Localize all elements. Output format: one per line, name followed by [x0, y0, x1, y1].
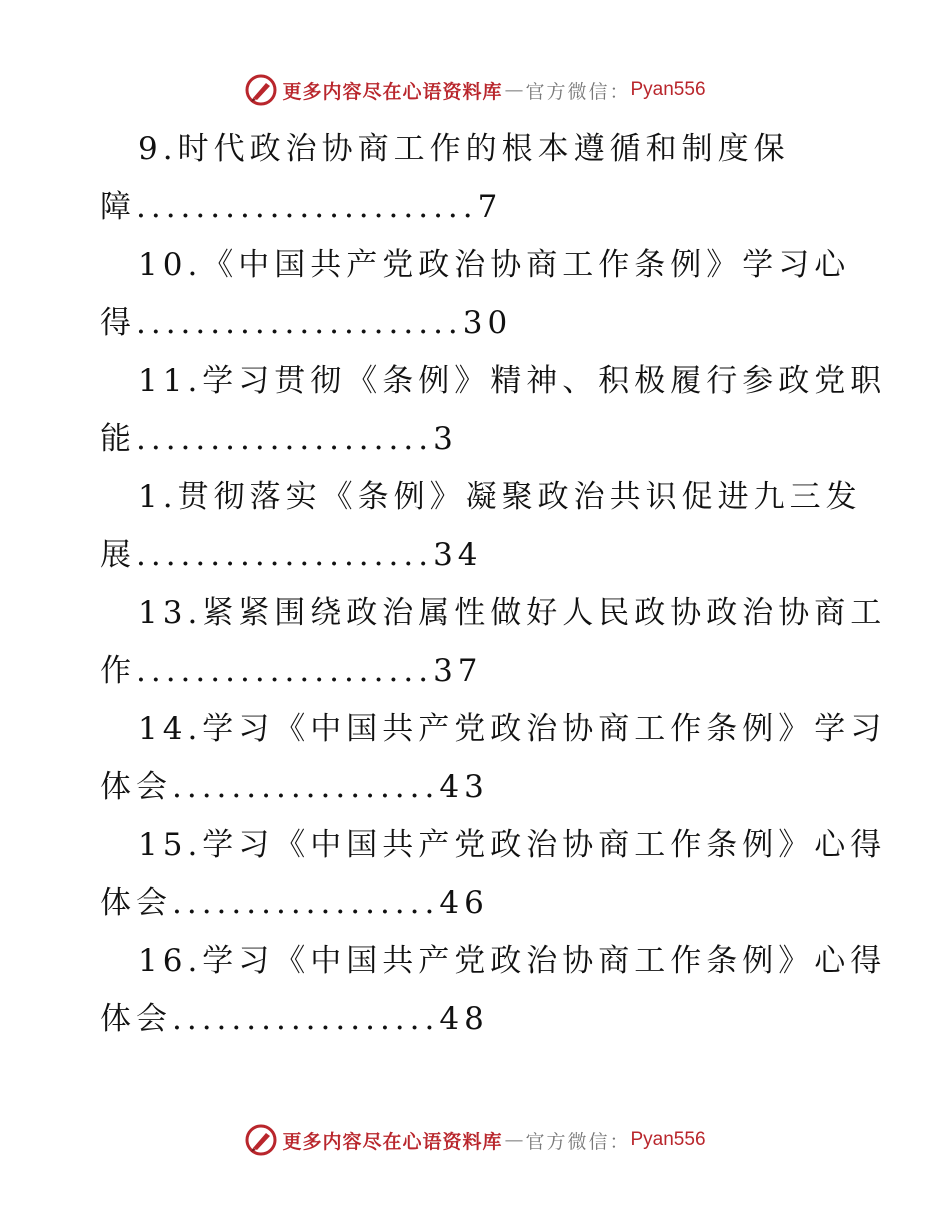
toc-entry[interactable]: [100, 932, 887, 1048]
toc-entry-page: 体会..................43: [100, 769, 489, 805]
toc-entry-page: 作....................37: [100, 653, 483, 689]
toc-entry-page: 障.......................7: [100, 189, 503, 225]
toc-entry-page: 体会..................48: [100, 1001, 489, 1037]
toc-entry-page: 得......................30: [100, 305, 513, 341]
toc-entry-title: 16.学习《中国共产党政治协商工作条例》心得: [138, 943, 887, 979]
watermark-site-text: 更多内容尽在心语资料库: [282, 80, 503, 103]
toc-entry[interactable]: [100, 236, 851, 352]
pen-logo-icon: [244, 1123, 278, 1157]
toc-entry-title: 15.学习《中国共产党政治协商工作条例》心得: [138, 827, 887, 863]
toc-entry-page: 能....................3: [100, 421, 458, 457]
table-of-contents: [100, 120, 887, 1048]
toc-entry-title: 14.学习《中国共产党政治协商工作条例》学习: [138, 711, 887, 747]
toc-entry-title: 13.紧紧围绕政治属性做好人民政协政治协商工: [138, 595, 887, 631]
toc-entry-title: 1.贯彻落实《条例》凝聚政治共识促进九三发: [138, 479, 862, 515]
toc-entry-title: 10.《中国共产党政治协商工作条例》学习心: [138, 247, 851, 283]
toc-entry[interactable]: [100, 584, 887, 700]
toc-entry[interactable]: [100, 352, 887, 468]
toc-entry-page: 展....................34: [100, 537, 483, 573]
watermark-separator: —: [504, 79, 524, 101]
watermark-wechat-account: Pyan556: [630, 1129, 706, 1150]
watermark-site-text: 更多内容尽在心语资料库: [282, 1130, 503, 1153]
watermark-separator: —: [504, 1129, 524, 1151]
toc-entry-title: 11.学习贯彻《条例》精神、积极履行参政党职: [138, 363, 887, 399]
header-watermark: [0, 70, 950, 110]
toc-entry-page: 体会..................46: [100, 885, 489, 921]
watermark-wechat-account: Pyan556: [630, 79, 706, 100]
watermark-wechat-label: 官方微信：: [525, 1130, 631, 1153]
toc-entry[interactable]: [100, 468, 862, 584]
watermark-wechat-label: 官方微信：: [525, 80, 631, 103]
toc-entry[interactable]: [100, 700, 887, 816]
footer-watermark: [0, 1120, 950, 1160]
pen-logo-icon: [244, 73, 278, 107]
toc-entry[interactable]: [100, 816, 887, 932]
toc-entry[interactable]: [100, 120, 840, 236]
toc-entry-title: 9.时代政治协商工作的根本遵循和制度保: [138, 131, 790, 167]
